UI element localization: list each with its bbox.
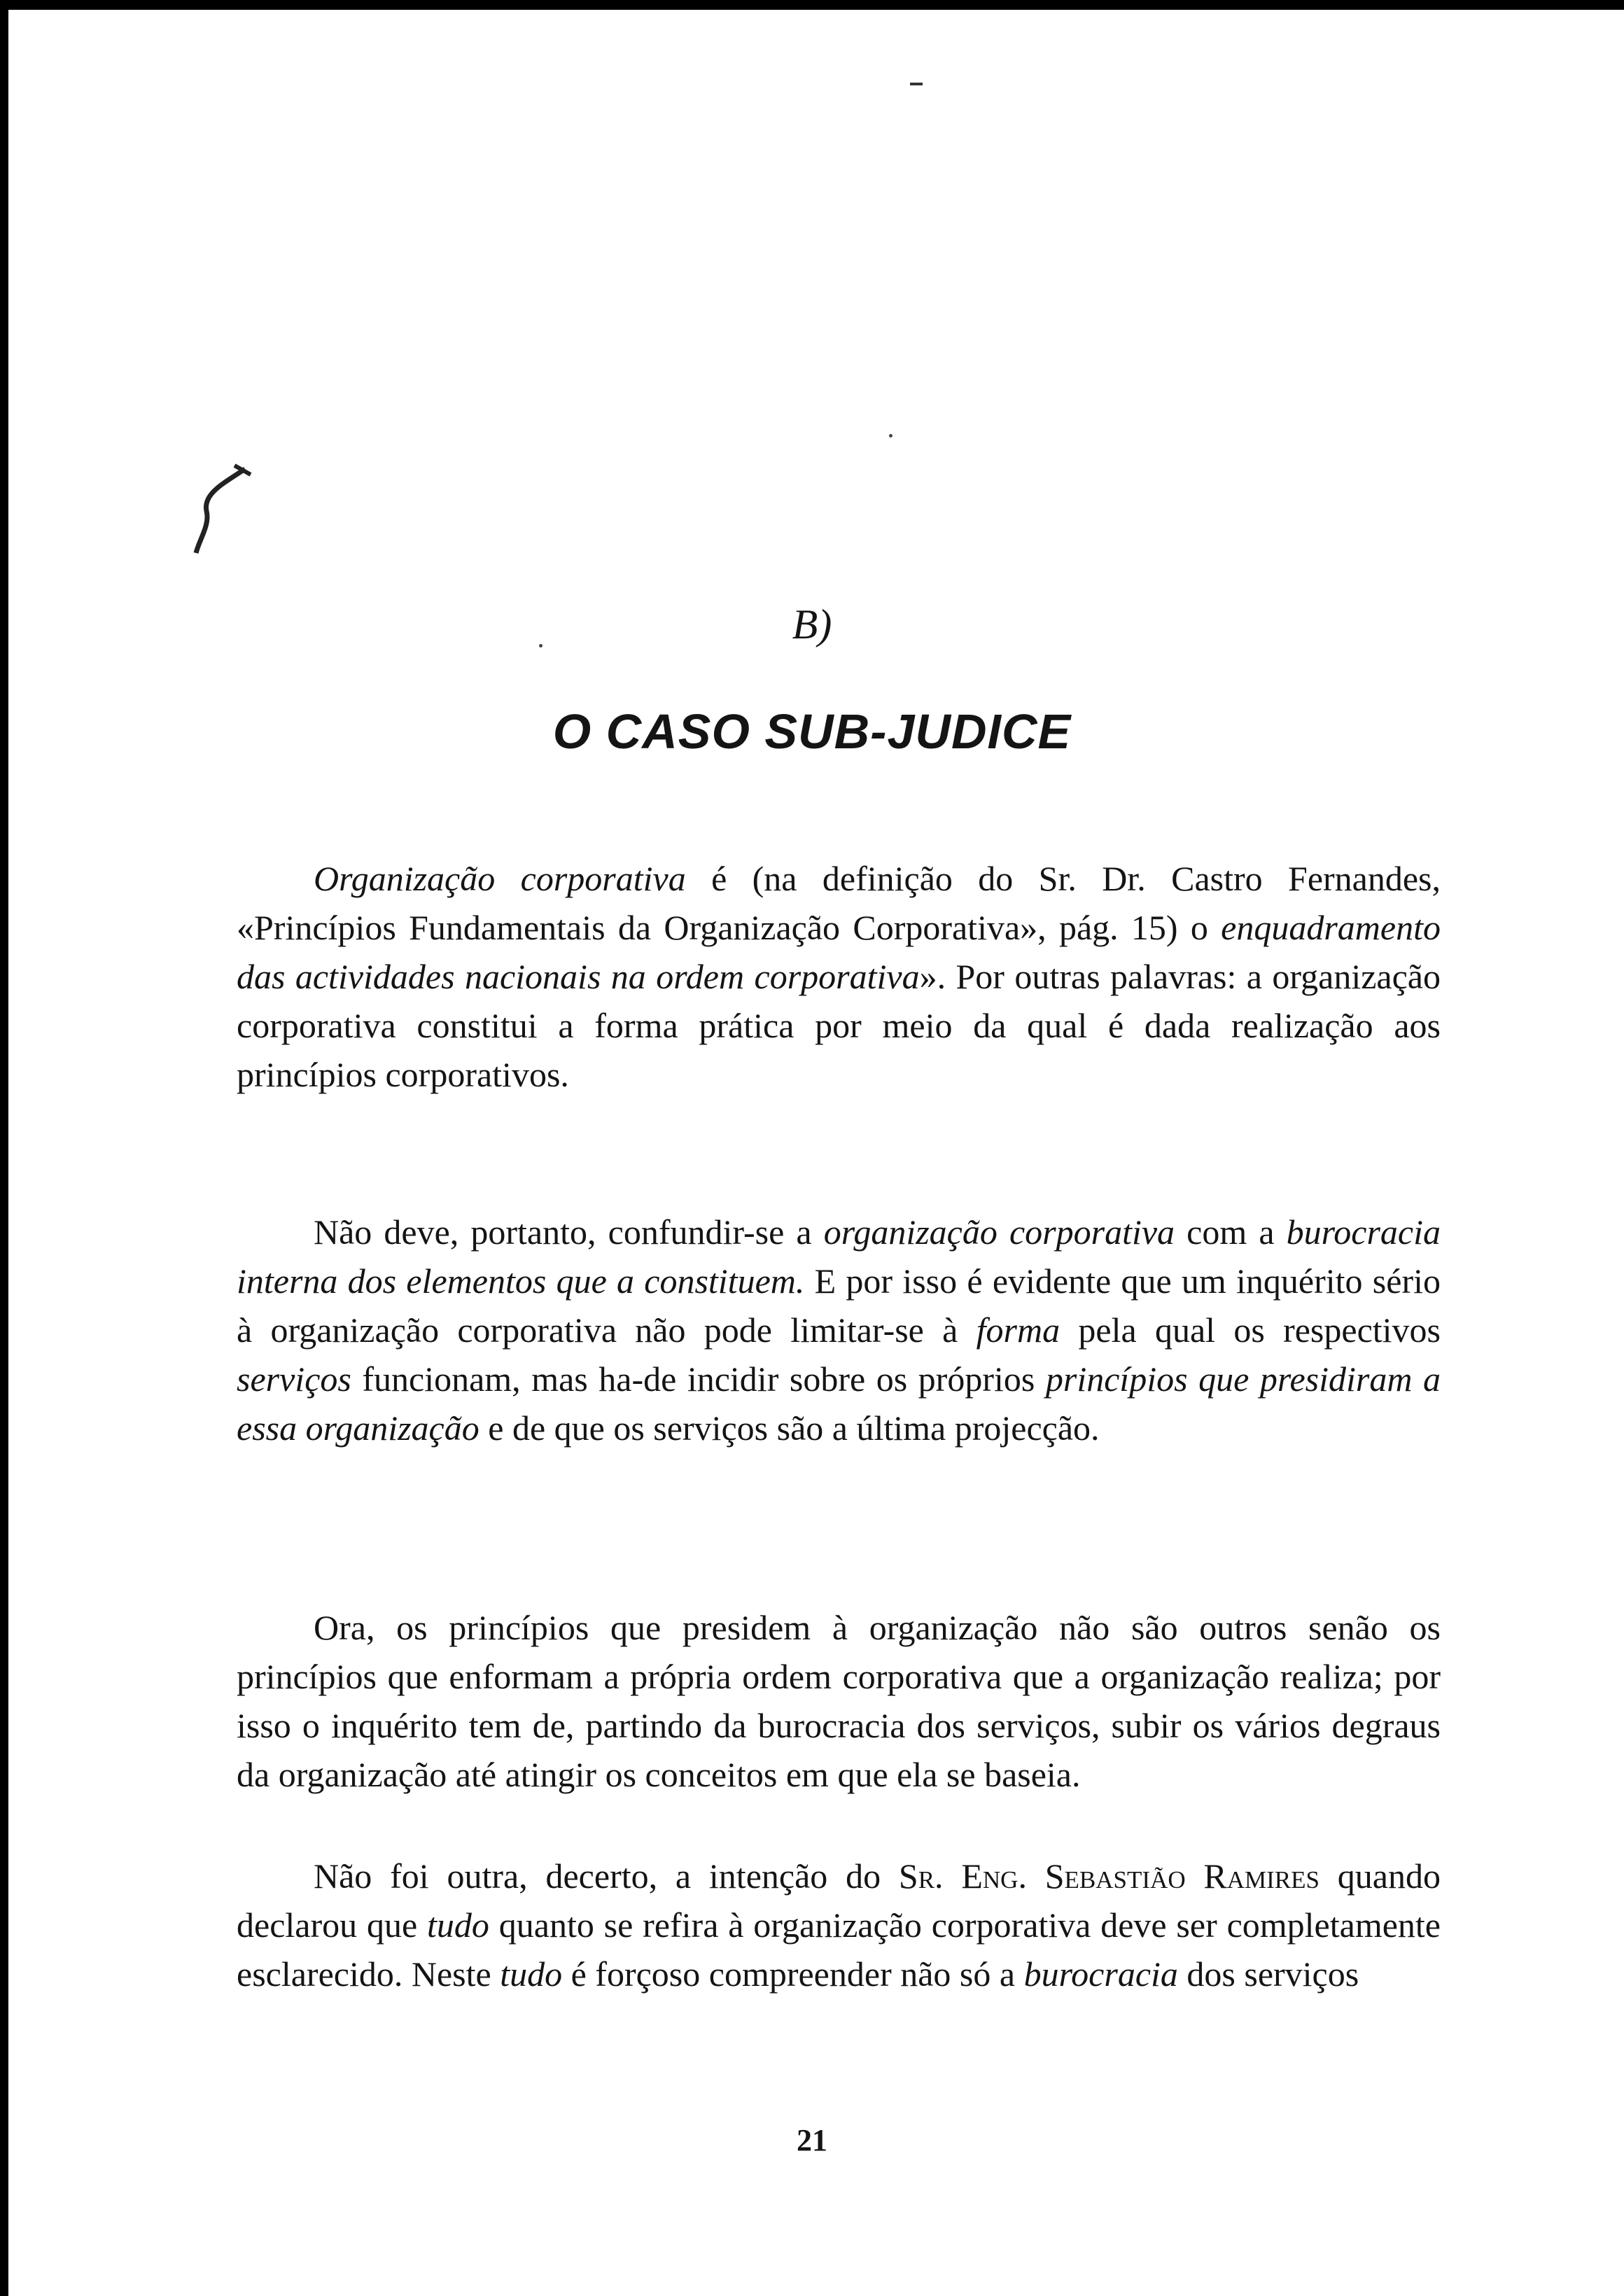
text: com a xyxy=(1175,1212,1287,1252)
text: Não foi outra, decerto, a intenção do xyxy=(314,1856,899,1896)
text-italic: burocracia xyxy=(1023,1954,1178,1994)
text: Ora, os princípios que presidem à organização não são outros senão os princípios que enformam a própria ordem corporativa que a organização realiza; por isso o inquérito tem de, partindo da burocracia dos serviços, subir os vários degraus da organização até atingir os conceitos em que ela se baseia. xyxy=(237,1608,1441,1794)
text-italic: tudo xyxy=(427,1905,489,1945)
text: ». Por outras palavras: a organização corporativa constitui a forma prática por meio da qual é dada realização aos princípios corporativos. xyxy=(237,957,1441,1094)
text: é (na definição do Sr. Dr. Castro Fernandes, «Princípios Fundamentais da Organização Corporativa», pág. 15) o xyxy=(237,859,1441,947)
text: é forçoso compreender não só a xyxy=(562,1954,1024,1994)
paragraph-2 xyxy=(237,1208,1441,1452)
paragraph-1 xyxy=(237,854,1441,1099)
text-small-caps: Sr. Eng. Sebastião Ramires xyxy=(898,1856,1320,1896)
text: E por isso é evidente que um inquérito sério à organização corporativa não pode limitar-se à xyxy=(237,1261,1441,1350)
text-italic: serviços xyxy=(237,1359,351,1399)
paragraph-3 xyxy=(237,1603,1441,1799)
paragraph-4 xyxy=(237,1851,1441,1998)
text-italic: organização corporativa xyxy=(823,1212,1175,1252)
page-title: O CASO SUB-JUDICE xyxy=(552,704,1072,759)
text: e de que os serviços são a última projecção. xyxy=(479,1408,1100,1448)
text-italic: enquadramento das actividades nacionais na ordem corporativa xyxy=(237,908,1441,996)
text-italic: forma xyxy=(976,1310,1060,1350)
text-italic: Organização corporativa xyxy=(314,859,686,898)
text-italic: tudo xyxy=(500,1954,563,1994)
text-italic: princípios que presidiram a essa organização xyxy=(237,1359,1441,1448)
text: dos serviços xyxy=(1177,1954,1359,1994)
stray-mark xyxy=(910,83,923,85)
text: quanto se refira à organização corporativa deve ser completamente esclarecido. Neste xyxy=(237,1905,1441,1994)
page-number: 21 xyxy=(797,2123,827,2157)
text: Não deve, portanto, confundir-se a xyxy=(314,1212,824,1252)
text: pela qual os respectivos xyxy=(1060,1310,1441,1350)
text-italic: burocracia interna dos elementos que a constituem. xyxy=(237,1212,1441,1301)
speck xyxy=(889,434,892,438)
section-letter: B) xyxy=(792,601,832,648)
text: funcionam, mas ha-de incidir sobre os próprios xyxy=(351,1359,1046,1399)
margin-pen-mark xyxy=(175,455,259,560)
text: quando declarou que xyxy=(237,1856,1441,1945)
